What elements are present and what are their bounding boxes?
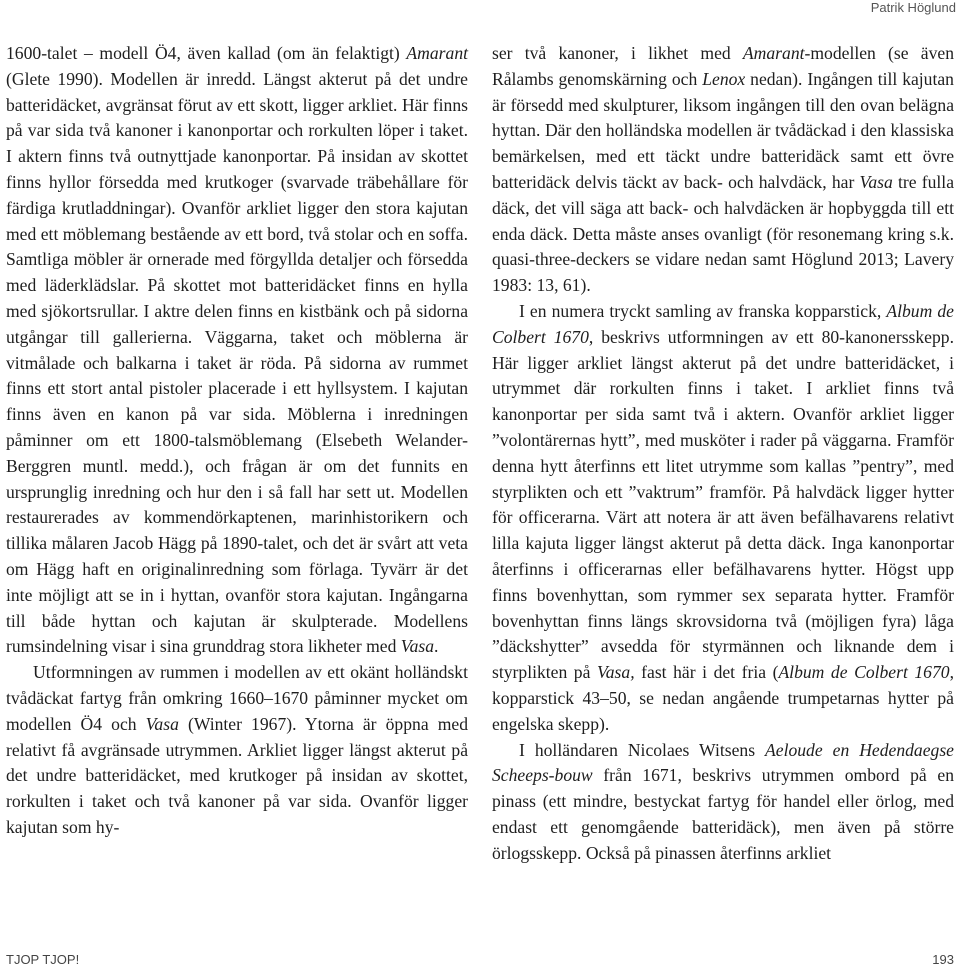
- text-run: från 1671, beskrivs utrymmen ombord på en pinass (ett mindre, bestyckat fartyg för handel eller örlog, med endast ett genomgående batteridäck), men även på större örlogsskepp. Också på pinassen återfinns arkliet: [492, 765, 954, 863]
- text-run: I holländaren Nicolaes Witsens: [519, 739, 766, 760]
- text-run: nedan). Ingången till kajutan är försedd med skulpturer, liksom ingången till den ovan belägna hyttan. Där den holländska modellen är tvådäckad i den klassiska bemärkelsen, med ett täckt undre batteridäck samt ett övre batteridäck delvis täckt av back- och halvdäck, har: [492, 68, 954, 192]
- text-run: 1600-talet – modell Ö4, även kallad (om än felaktigt): [6, 43, 407, 63]
- paragraph: [6, 41, 468, 660]
- italic-title: Aeloude en Hedendaegse Scheeps-bouw: [492, 739, 954, 786]
- left-column: [6, 41, 468, 841]
- italic-title: Vasa: [145, 713, 179, 734]
- text-run: I en numera tryckt samling av franska kopparstick,: [519, 300, 887, 321]
- text-run: Utformningen av rummen i modellen av ett okänt holländskt tvådäckat fartyg från omkring 1660–1670 påminner mycket om modellen Ö4 och: [6, 662, 468, 734]
- paragraph: [492, 738, 954, 867]
- paragraph: [492, 299, 954, 738]
- italic-title: Amarant: [406, 43, 468, 63]
- italic-title: Lenox: [702, 68, 746, 89]
- text-run: , beskrivs utformningen av ett 80-kanonersskepp. Här ligger arkliet längst akterut på det undre batteridäcket, i utrymmet där rorkulten finns i taket. I arkliet finns två kanonportar per sida samt två i aktern. Ovanför arkliet ligger ”volontärernas hytt”, med musköter i rader på väggarna. Framför denna hytt återfinns ett litet utrymme som kallas ”pentry”, med styrplikten och ett ”vaktrum” framför. På halvdäck ligger hytter för officerarna. Värt att notera är att även befälhavarens relativt lilla kajuta ligger längst akterut på detta däck. Inga kanonportar återfinns i officerarnas eller befälhavarens hytter. Högst upp finns bovenhyttan, som rymmer sex separata hytter. Framför bovenhyttan finns längs skrovsidorna två (möjligen fyra) låga ”däckshytter” avsedda för styrmännen och liknande dem i styrplikten på: [492, 326, 954, 683]
- text-run: , kopparstick 43–50, se nedan angående trumpetarnas hytter på engelska skepp).: [492, 662, 954, 734]
- paragraph: [6, 660, 468, 841]
- italic-title: Album de Colbert 1670: [492, 300, 954, 347]
- footer-publication: TJOP TJOP!: [6, 952, 80, 967]
- text-run: ser två kanoner, i likhet med: [492, 43, 743, 63]
- running-head-author: Patrik Höglund: [870, 0, 956, 15]
- text-run: (Glete 1990). Modellen är inredd. Längst akterut på det undre batteridäcket, avgränsat förut av ett skott, ligger arkliet. Här finns på var sida två kanoner i kanonportar och rorkulten löper i taket. I aktern finns två outnyttjade kanonportar. På insidan av skottet finns hyllor försedda med krutkoger (svarvade träbehållare för färdiga krutladdningar). Ovanför arkliet ligger den stora kajutan med ett möblemang bestående av ett bord, två stolar och en soffa. Samtliga möbler är ornerade med förgyllda detaljer och försedda med läderklädslar. På skottet mot batteridäcket finns en hylla med sjökortsrullar. I aktre delen finns en kistbänk och på sidorna utgångar till gallerierna. Väggarna, taket och möblerna är vitmålade och balkarna i taket är röda. På sidorna av rummet finns ett stort antal pistoler placerade i ett hyllsystem. I kajutan finns även en kanon på var sida. Möblerna i inredningen påminner om ett 1800-talsmöblemang (Elsebeth Welander-Berggren muntl. medd.), och frågan är om det funnits en ursprunglig inredning och hur den i så fall har sett ut. Modellen restaurerades av kommendörkaptenen, marinhistorikern och tillika målaren Jacob Hägg på 1890-talet, och det är svårt att veta om Hägg haft en originalinredning som förlaga. Tyvärr är det inte möjligt att se in i hyttan, ovanför stora kajutan. Ingångarna till både hyttan och kajutan är skulpterade. Modellens rumsindelning visar i sina grunddrag stora likheter med: [6, 68, 468, 657]
- text-run: fast här i det fria (: [634, 662, 779, 683]
- italic-title: Album de Colbert 1670: [778, 662, 950, 683]
- text-run: -modellen (se även Rålambs genomskärning och: [492, 43, 954, 89]
- right-column: [492, 41, 954, 867]
- italic-title: Vasa: [859, 171, 893, 192]
- text-run: tre fulla däck, det vill säga att back- och halvdäcken är hopbyggda till ett enda däck. Detta måste anses ovanligt (för resonemang kring s.k. quasi-three-deckers se vidare nedan samt Höglund 2013; Lavery 1983: 13, 61).: [492, 171, 955, 296]
- italic-title: Vasa,: [596, 662, 635, 683]
- text-run: (Winter 1967). Ytorna är öppna med relativt få avgränsade utrymmen. Arkliet ligger längst akterut på det undre batteridäcket, med krutkoger på insidan av skottet, rorkulten i taket och två kanoner på var sida. Ovanför ligger kajutan som hy-: [6, 713, 468, 837]
- paragraph: [492, 41, 954, 299]
- italic-title: Vasa: [400, 636, 435, 657]
- italic-title: Amarant: [742, 43, 805, 63]
- text-run: .: [434, 636, 439, 657]
- page-number: 193: [932, 952, 954, 967]
